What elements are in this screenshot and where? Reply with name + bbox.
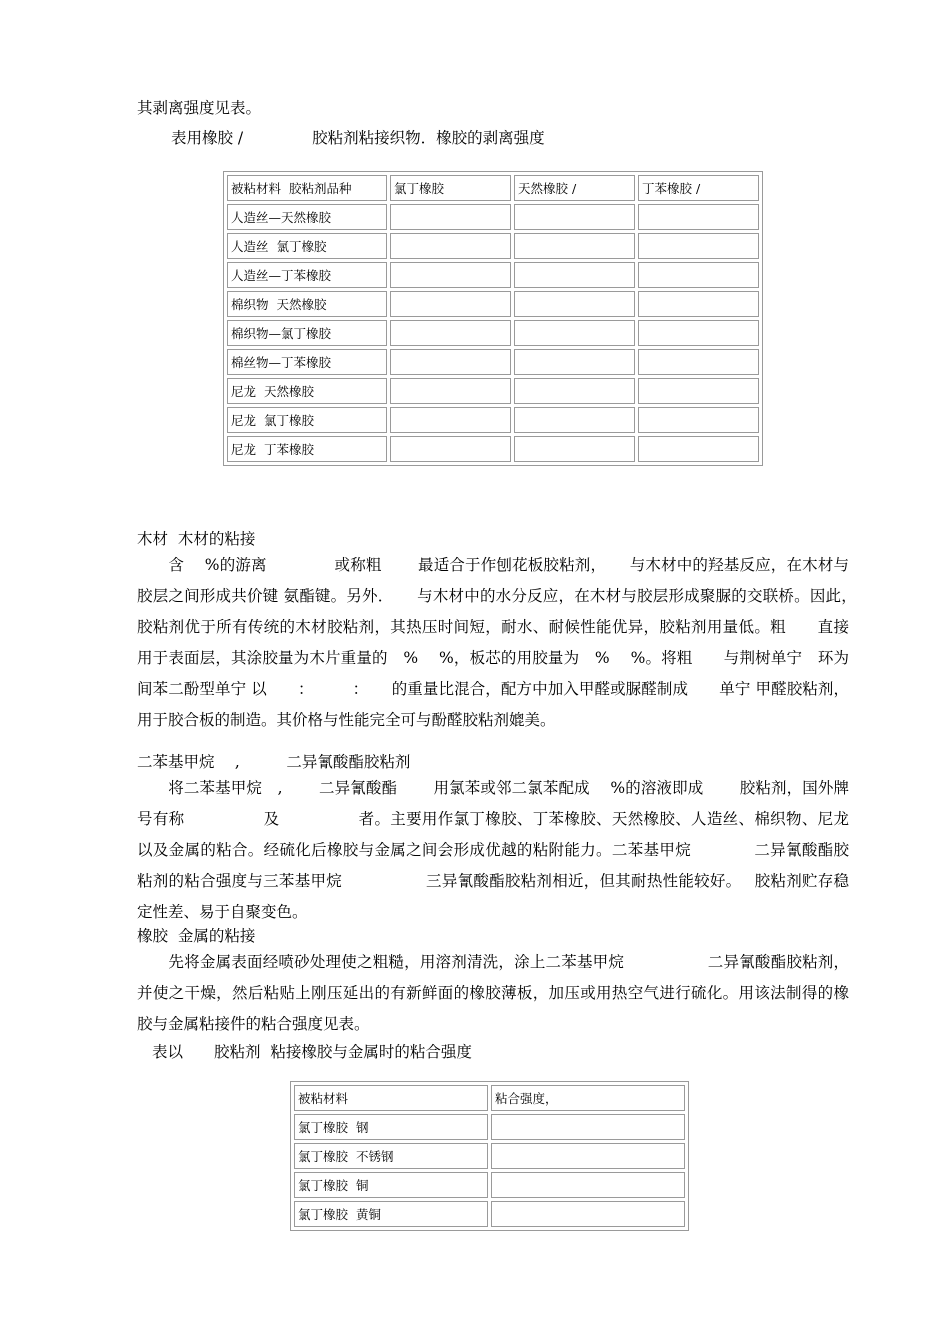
row-label-cell: 人造丝 氯丁橡胶 bbox=[227, 233, 387, 259]
value-cell bbox=[491, 1201, 685, 1227]
value-cell bbox=[390, 436, 511, 462]
table-row bbox=[227, 436, 759, 462]
intro-line: 其剥离强度见表。 bbox=[137, 99, 262, 117]
table-row bbox=[227, 349, 759, 375]
mdi-paragraph: 将二苯基甲烷 , 二异氰酸酯 用氯苯或邻二氯苯配成 %的溶液即成 胶粘剂，国外牌号有称 及 者。主要用作氯丁橡胶、丁苯橡胶、天然橡胶、人造丝、棉织物、尼龙以及金属的粘合。经硫化后橡胶与金属之间会形成优越的粘附能力。二苯基甲烷 二异氰酸酯胶粘剂的粘合强度与三苯基甲烷 三异氰酸酯胶粘剂相近，但其耐热性能较好。 胶粘剂贮存稳定性差、易于自聚变色。 bbox=[137, 779, 849, 921]
bond-strength-table bbox=[290, 1081, 689, 1231]
value-cell bbox=[514, 262, 635, 288]
table-row bbox=[227, 204, 759, 230]
header-cell: 粘合强度， bbox=[491, 1085, 685, 1111]
value-cell bbox=[390, 378, 511, 404]
value-cell bbox=[514, 291, 635, 317]
value-cell bbox=[638, 378, 759, 404]
value-cell bbox=[514, 204, 635, 230]
row-label-cell: 氯丁橡胶 黄铜 bbox=[294, 1201, 488, 1227]
value-cell bbox=[491, 1143, 685, 1169]
table-row bbox=[227, 378, 759, 404]
row-label-cell: 氯丁橡胶 铜 bbox=[294, 1172, 488, 1198]
table1-caption: 表用橡胶 / 胶粘剂粘接织物．橡胶的剥离强度 bbox=[171, 129, 545, 147]
value-cell bbox=[514, 436, 635, 462]
wood-paragraph: 含 %的游离 或称粗 最适合于作刨花板胶粘剂， 与木材中的羟基反应，在木材与胶层之间形成共价键 氨酯键。另外． 与木材中的水分反应，在木材与胶层形成聚脲的交联桥。因此， 胶粘剂优于所有传统的木材胶粘剂，其热压时间短，耐水、耐候性能优异，胶粘剂用量低。粗 直接用于表面层，其涂胶量为木片重量的 % %，板芯的用胶量为 % %。将粗 与荆树单宁 环为间苯二酚型单宁 以 ： ： 的重量比混合，配方中加入甲醛或脲醛制成 单宁 甲醛胶粘剂，用于胶合板的制造。其价格与性能完全可与酚醛胶粘剂媲美。 bbox=[137, 556, 881, 729]
header-cell: 丁苯橡胶 / bbox=[638, 175, 759, 201]
row-label-cell: 人造丝—丁苯橡胶 bbox=[227, 262, 387, 288]
value-cell bbox=[638, 262, 759, 288]
table-row bbox=[227, 291, 759, 317]
value-cell bbox=[638, 320, 759, 346]
table-row bbox=[294, 1143, 685, 1169]
value-cell bbox=[491, 1114, 685, 1140]
value-cell bbox=[390, 204, 511, 230]
value-cell bbox=[390, 320, 511, 346]
row-label-cell: 棉织物 天然橡胶 bbox=[227, 291, 387, 317]
value-cell bbox=[390, 262, 511, 288]
table-row bbox=[227, 407, 759, 433]
row-label-cell: 尼龙 丁苯橡胶 bbox=[227, 436, 387, 462]
row-label-cell: 尼龙 氯丁橡胶 bbox=[227, 407, 387, 433]
header-cell: 天然橡胶 / bbox=[514, 175, 635, 201]
wood-heading: 木材 木材的粘接 bbox=[137, 530, 256, 548]
value-cell bbox=[638, 436, 759, 462]
row-label-cell: 氯丁橡胶 钢 bbox=[294, 1114, 488, 1140]
table-row bbox=[294, 1114, 685, 1140]
value-cell bbox=[514, 407, 635, 433]
value-cell bbox=[390, 291, 511, 317]
table-row bbox=[227, 233, 759, 259]
value-cell bbox=[638, 233, 759, 259]
row-label-cell: 尼龙 天然橡胶 bbox=[227, 378, 387, 404]
value-cell bbox=[390, 233, 511, 259]
row-label-cell: 人造丝—天然橡胶 bbox=[227, 204, 387, 230]
value-cell bbox=[514, 378, 635, 404]
value-cell bbox=[514, 233, 635, 259]
rubber-metal-paragraph: 先将金属表面经喷砂处理使之粗糙，用溶剂清洗，涂上二苯基甲烷 二异氰酸酯胶粘剂，并使之干燥，然后粘贴上刚压延出的有新鲜面的橡胶薄板，加压或用热空气进行硫化。用该法制得的橡胶与金属粘接件的粘合强度见表。 bbox=[137, 953, 849, 1033]
value-cell bbox=[390, 349, 511, 375]
value-cell bbox=[638, 204, 759, 230]
header-cell: 氯丁橡胶 bbox=[390, 175, 511, 201]
table-row bbox=[227, 320, 759, 346]
row-label-cell: 氯丁橡胶 不锈钢 bbox=[294, 1143, 488, 1169]
mdi-heading: 二苯基甲烷 , 二异氰酸酯胶粘剂 bbox=[137, 753, 411, 771]
table-row bbox=[294, 1172, 685, 1198]
value-cell bbox=[638, 291, 759, 317]
row-label-cell: 棉丝物—丁苯橡胶 bbox=[227, 349, 387, 375]
row-label-cell: 棉织物—氯丁橡胶 bbox=[227, 320, 387, 346]
value-cell bbox=[390, 407, 511, 433]
header-cell: 被粘材料 bbox=[294, 1085, 488, 1111]
table-row bbox=[294, 1201, 685, 1227]
table-header-row bbox=[294, 1085, 685, 1111]
table-header-row bbox=[227, 175, 759, 201]
rubber-metal-heading: 橡胶 金属的粘接 bbox=[137, 927, 256, 945]
header-cell: 被粘材料 胶粘剂品种 bbox=[227, 175, 387, 201]
table2-caption: 表以 胶粘剂 粘接橡胶与金属时的粘合强度 bbox=[152, 1043, 472, 1061]
value-cell bbox=[514, 349, 635, 375]
peel-strength-table bbox=[223, 171, 763, 466]
value-cell bbox=[491, 1172, 685, 1198]
table-row bbox=[227, 262, 759, 288]
value-cell bbox=[638, 407, 759, 433]
value-cell bbox=[514, 320, 635, 346]
value-cell bbox=[638, 349, 759, 375]
